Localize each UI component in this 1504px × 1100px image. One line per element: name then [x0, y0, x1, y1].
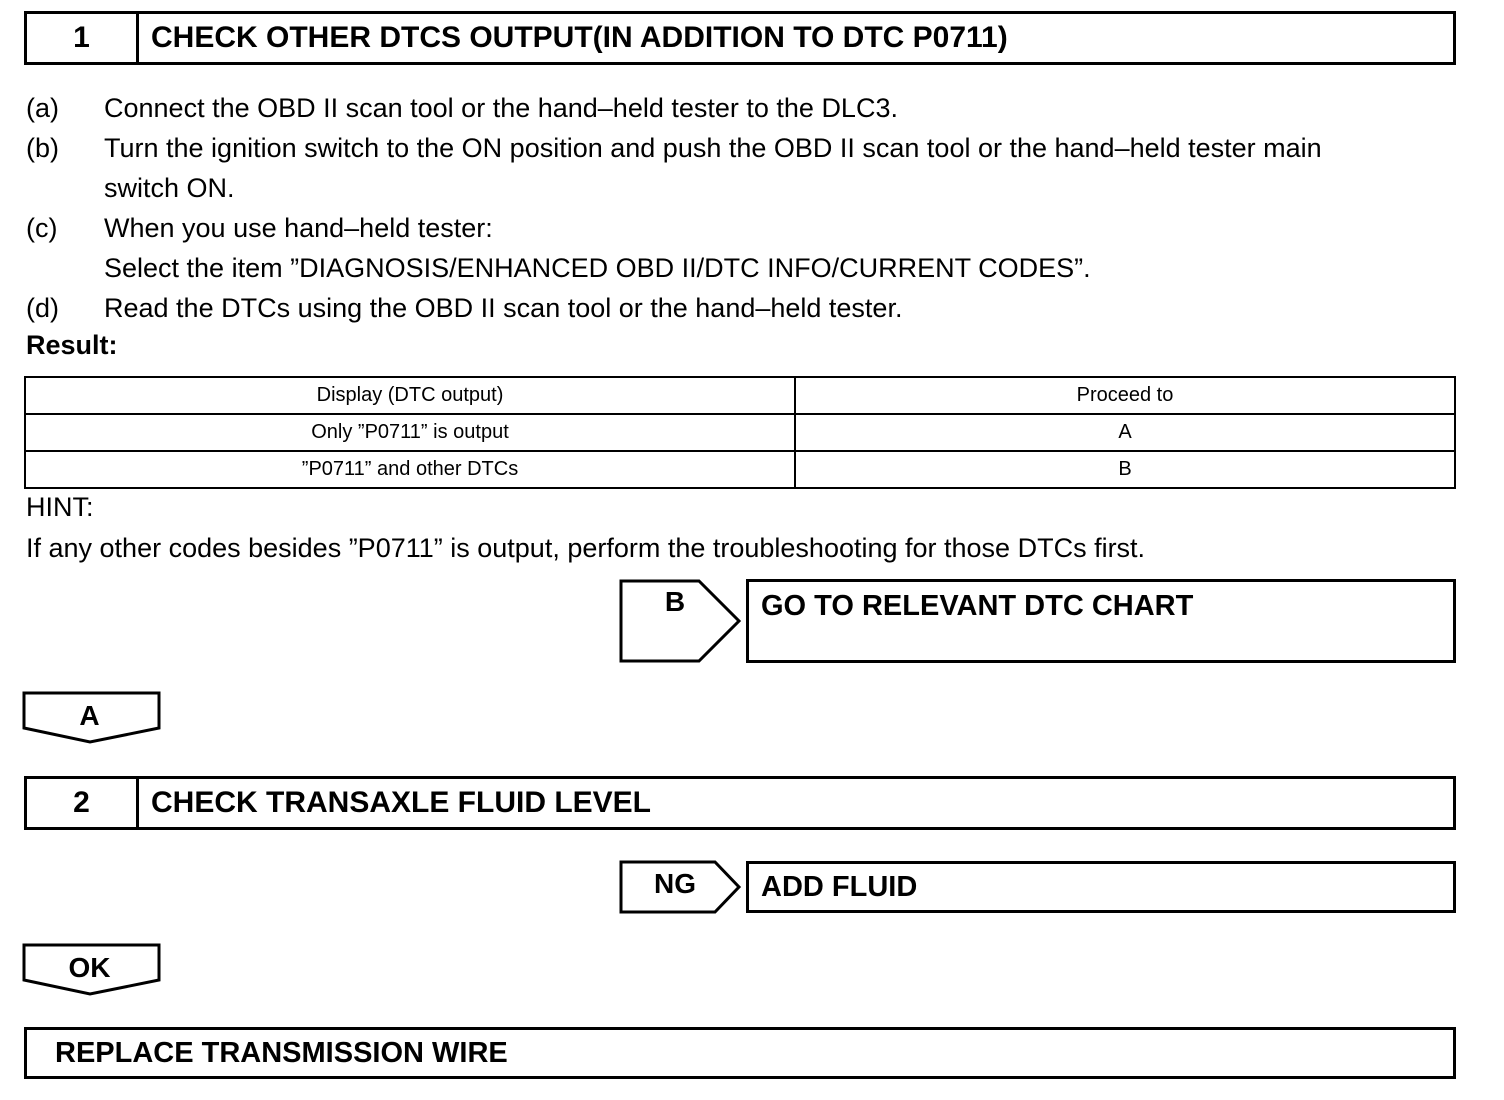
continue-ok-label: OK [68, 952, 111, 983]
result-label: Result: [26, 330, 118, 360]
instruction-d [26, 288, 1466, 328]
step-2-header [24, 776, 1456, 830]
step-2-title: CHECK TRANSAXLE FLUID LEVEL [151, 786, 652, 819]
step-1-header [24, 11, 1456, 65]
continue-a-label: A [79, 700, 100, 731]
step-1-title: CHECK OTHER DTCS OUTPUT(IN ADDITION TO DTC P0711) [151, 21, 1008, 54]
add-fluid-box: ADD FLUID [746, 861, 1456, 913]
hint-label: HINT: [26, 492, 94, 522]
table-cell: A [795, 414, 1455, 451]
replace-transmission-wire-box: REPLACE TRANSMISSION WIRE [24, 1027, 1456, 1079]
table-header-row [25, 377, 1455, 414]
instruction-text: Connect the OBD II scan tool or the hand–held tester to the DLC3. [104, 93, 898, 123]
step-2-number: 2 [27, 779, 139, 827]
step-1-number: 1 [27, 14, 139, 62]
table-row [25, 451, 1455, 488]
table-cell: Only ”P0711” is output [25, 414, 795, 451]
table-cell: B [795, 451, 1455, 488]
table-header: Proceed to [795, 377, 1455, 414]
instruction-text: When you use hand–held tester: [104, 213, 493, 243]
hint-text: If any other codes besides ”P0711” is output, perform the troubleshooting for those DTCs first. [26, 533, 1146, 563]
table-cell: ”P0711” and other DTCs [25, 451, 795, 488]
branch-ng-label: NG [654, 868, 696, 899]
instruction-label: (c) [26, 213, 58, 243]
table-row [25, 414, 1455, 451]
instruction-label: (b) [26, 133, 59, 163]
table-header: Display (DTC output) [25, 377, 795, 414]
instruction-a [26, 88, 1466, 128]
instruction-text: Read the DTCs using the OBD II scan tool or the hand–held tester. [104, 293, 903, 323]
instruction-c [26, 208, 1466, 288]
instruction-label: (d) [26, 293, 59, 323]
instruction-text: switch ON. [104, 173, 235, 203]
instruction-label: (a) [26, 93, 59, 123]
branch-b-label: B [664, 586, 686, 617]
result-table [24, 376, 1456, 489]
instruction-text: Turn the ignition switch to the ON position and push the OBD II scan tool or the hand–held tester main [104, 133, 1322, 163]
relevant-dtc-chart-box: GO TO RELEVANT DTC CHART [746, 579, 1456, 663]
instruction-text: Select the item ”DIAGNOSIS/ENHANCED OBD II/DTC INFO/CURRENT CODES”. [104, 253, 1091, 283]
step-1-instructions [26, 88, 1466, 328]
instruction-b [26, 128, 1466, 208]
